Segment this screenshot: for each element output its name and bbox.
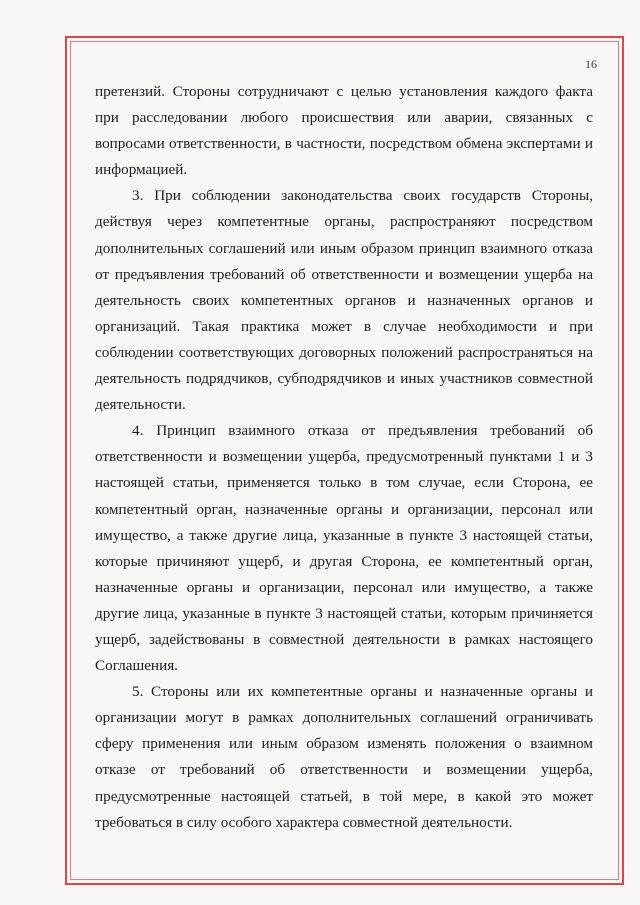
paragraph-continuation: претензий. Стороны сотрудничают с целью установления каждого факта при расследовании любого происшествия или аварии, связанных с вопросами ответственности, в частности, посредством обмена экспертами и информацией. [95,83,593,179]
page-number: 16 [585,57,597,71]
paragraph-clause-3: 3. При соблюдении законодательства своих государств Стороны, действуя через компетентные органы, распространяют посредством дополнительных соглашений или иным образом принцип взаимного отказа от предъявления требований об ответственности и возмещении ущерба на деятельность своих компетентных органов и назначенных органов и организаций. Такая практика может в случае необходимости и при соблюдении соответствующих договорных положений распространяться на деятельность подрядчиков, субподрядчиков и иных участников совместной деятельности. [95,187,593,414]
paragraph-clause-4: 4. Принцип взаимного отказа от предъявления требований об ответственности и возмещении ущерба, предусмотренный пунктами 1 и 3 настоящей статьи, применяется только в том случае, если Сторона, ее компетентный орган, назначенные органы и организации, персонал или имущество, а также другие лица, указанные в пункте 3 настоящей статьи, которые причиняют ущерб, и другая Сторона, ее компетентный орган, назначенные органы и организации, персонал или имущество, а также другие лица, указанные в пункте 3 настоящей статьи, которым причиняется ущерб, задействованы в совместной деятельности в рамках настоящего Соглашения. [95,422,593,675]
document-body [95,79,593,836]
paragraph-clause-5: 5. Стороны или их компетентные органы и назначенные органы и организации могут в рамках дополнительных соглашений ограничивать сферу применения или иным образом изменять положения о взаимном отказе от требований об ответственности и возмещении ущерба, предусмотренные настоящей статьей, в той мере, в какой это может требоваться в силу особого характера совместной деятельности. [95,683,593,831]
